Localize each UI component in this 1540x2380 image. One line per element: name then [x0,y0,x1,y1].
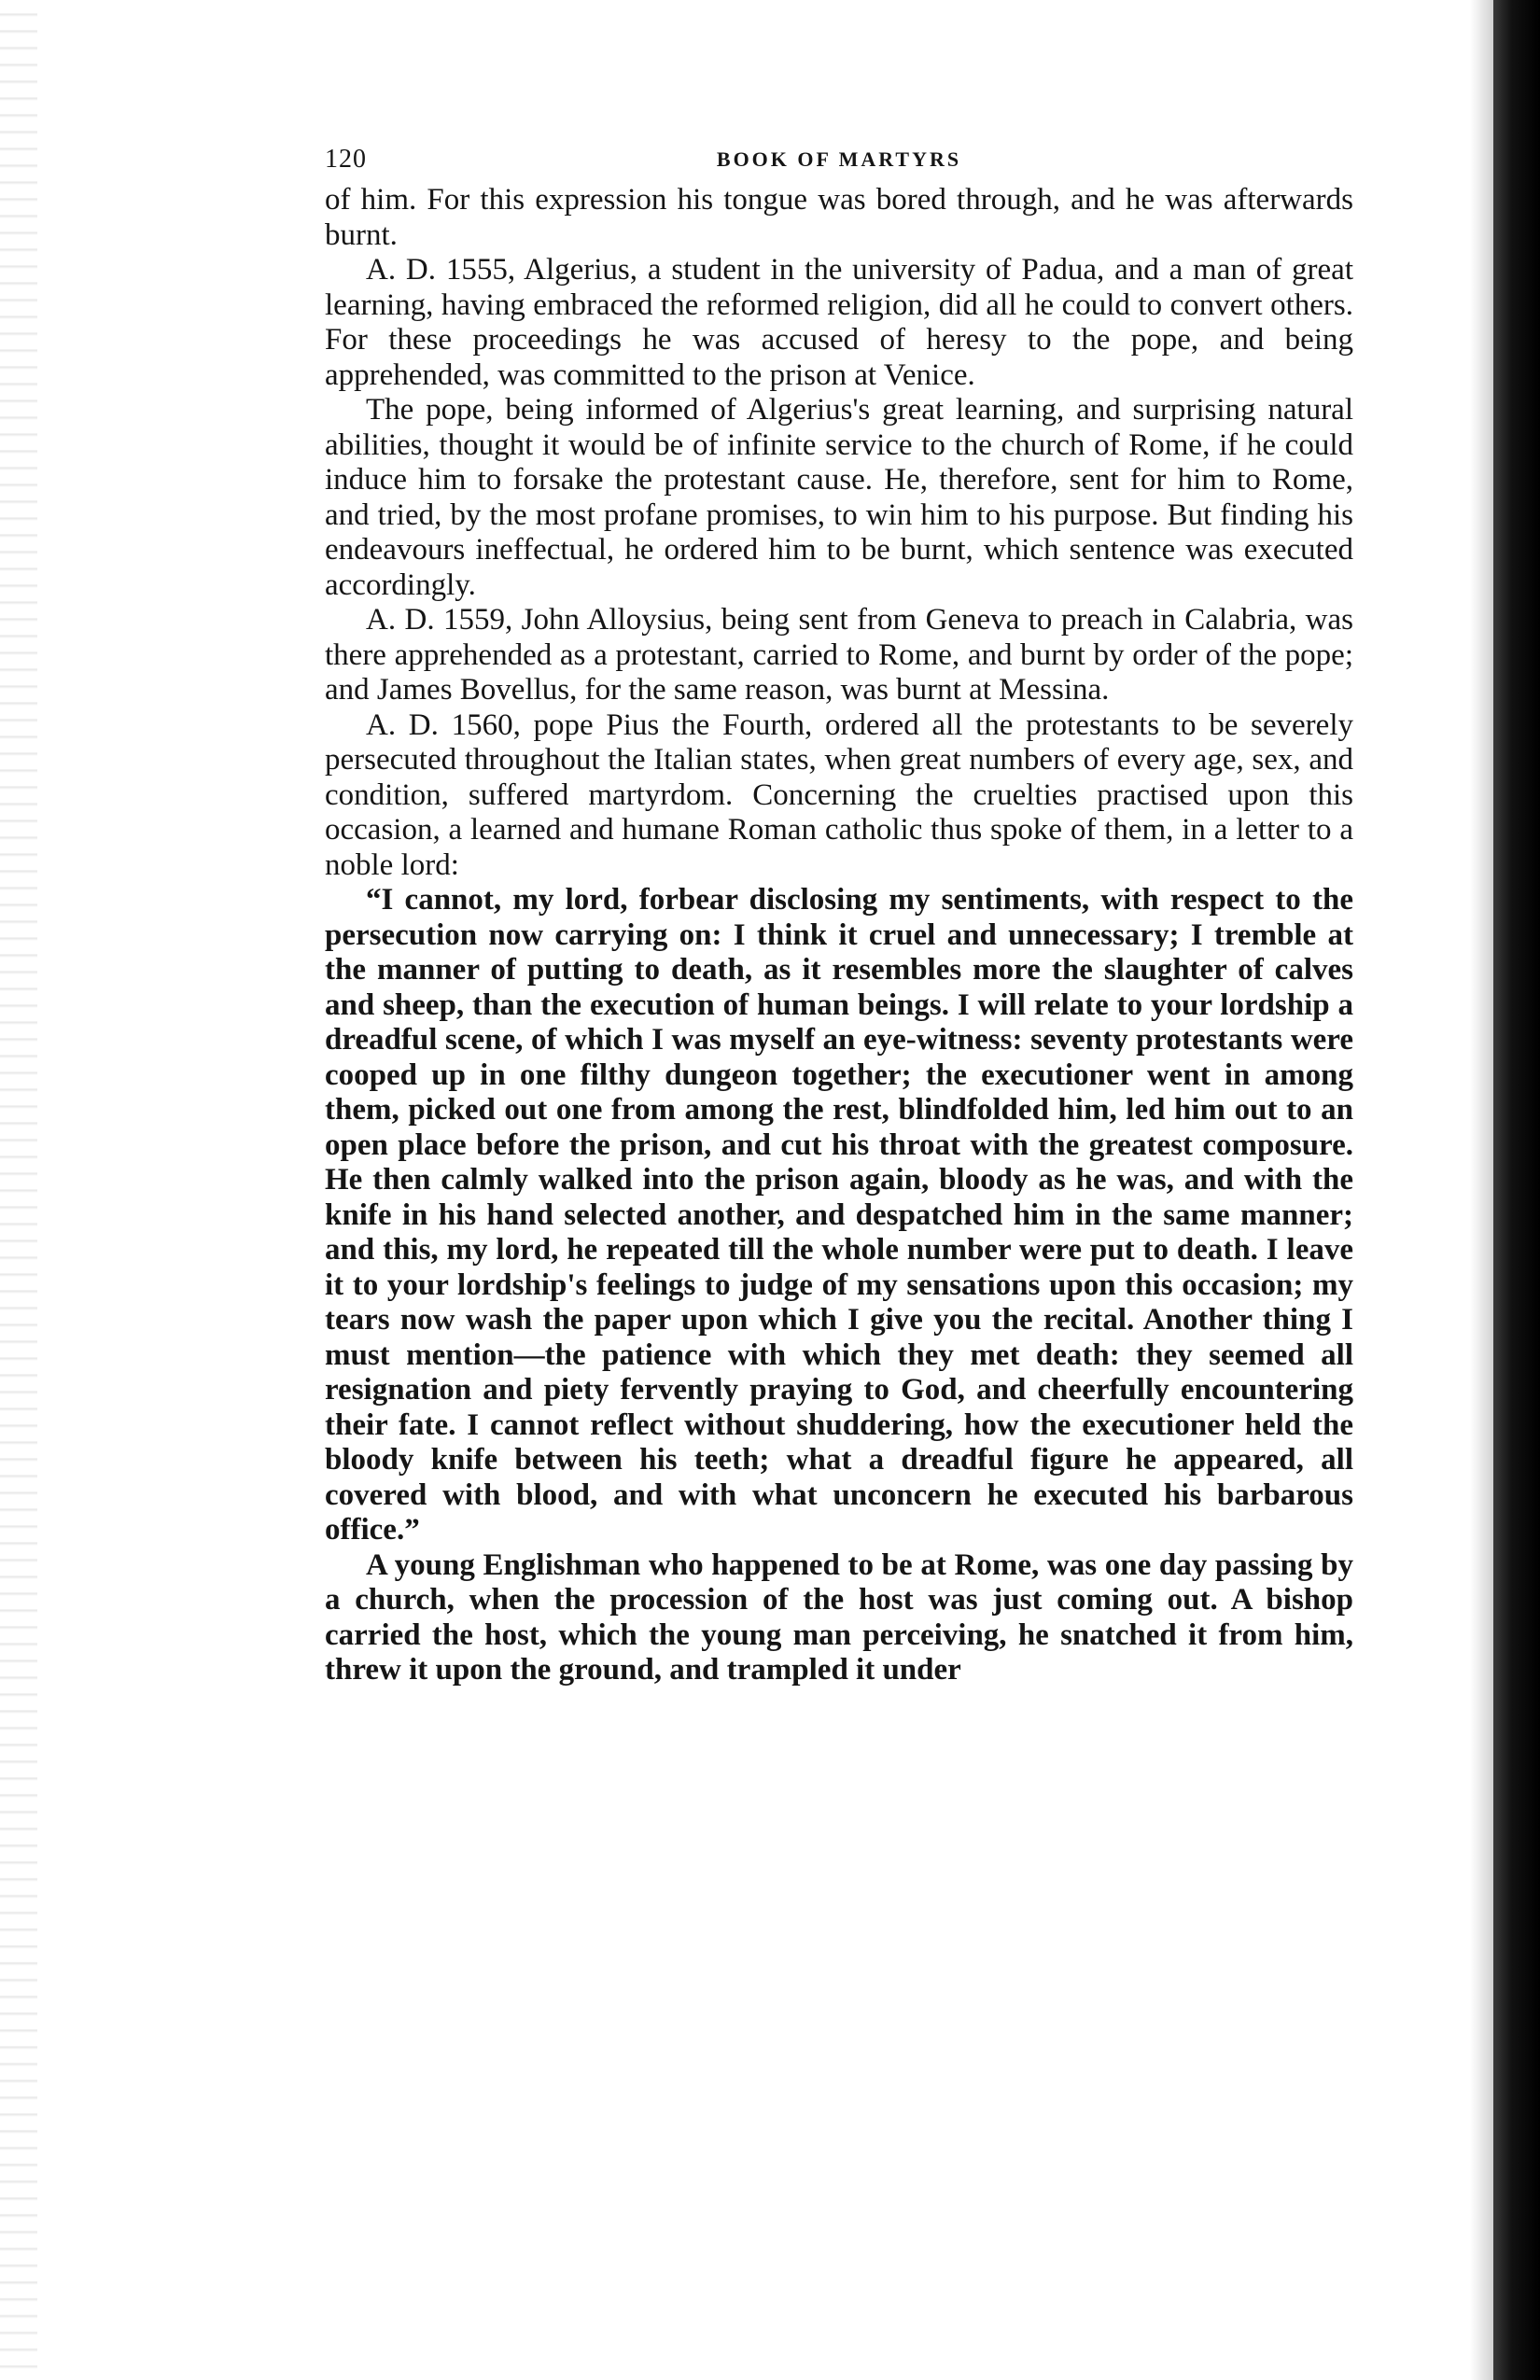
page-number: 120 [325,145,367,174]
paragraph-pius-fourth: A. D. 1560, pope Pius the Fourth, ordered all the protestants to be severely persecuted throughout the Italian states, when great numbers of every age, sex, and condition, suffered martyrdom. Concerning the cruelties practised upon this occasion, a learned and humane Roman catholic thus spoke of them, in a letter to a noble lord: [325,707,1353,882]
paragraph-algerius: A. D. 1555, Algerius, a student in the university of Padua, and a man of great learning, having embraced the reformed religion, did all he could to convert others. For these proceedings he was accused of heresy to the pope, and being apprehended, was committed to the prison at Venice. [325,253,1353,392]
running-title: BOOK OF MARTYRS [716,147,962,171]
paragraph-letter-quote: “I cannot, my lord, forbear disclosing my sentiments, with respect to the persecution now carrying on: I think it cruel and unnecessary; I tremble at the manner of putting to death, as it resembles more the slaughter of calves and sheep, than the execution of human beings. I will relate to your lordship a dreadful scene, of which I was myself an eye-witness: seventy protestants were cooped up in one filthy dungeon together; the executioner went in among them, picked out one from among the rest, blindfolded him, led him out to an open place before the prison, and cut his throat with the greatest composure. He then calmly walked into the prison again, bloody as he was, and with the knife in his hand selected another, and despatched him in the same manner; and this, my lord, he repeated till the whole number were put to death. I leave it to your lordship's feelings to judge of my sensations upon this occasion; my tears now wash the paper upon which I give you the recital. Another thing I must mention—the patience with which they met death: they seemed all resignation and piety fervently praying to God, and cheerfully encountering their fate. I cannot reflect without shuddering, how the executioner held the bloody knife between his teeth; what a dreadful figure he appeared, all covered with blood, and with what unconcern he executed his barbarous office.” [325,883,1353,1547]
running-head [325,140,1353,179]
paragraph-continuation: of him. For this expression his tongue was bored through, and he was afterwards burnt. [325,183,1353,252]
binding-shadow [1470,0,1493,2380]
text-block [325,140,1353,1688]
paragraph-alloysius: A. D. 1559, John Alloysius, being sent from Geneva to preach in Calabria, was there apprehended as a protestant, carried to Rome, and burnt by order of the pope; and James Bovellus, for the same reason, was burnt at Messina. [325,603,1353,707]
scan-left-margin [0,0,37,2380]
paragraph-pope-algerius: The pope, being informed of Algerius's great learning, and surprising natural abilities, thought it would be of infinite service to the church of Rome, if he could induce him to forsake the protestant cause. He, therefore, sent for him to Rome, and tried, by the most profane promises, to win him to his purpose. But finding his endeavours ineffectual, he ordered him to be burnt, which sentence was executed accordingly. [325,393,1353,602]
paragraph-englishman: A young Englishman who happened to be at Rome, was one day passing by a church, when the procession of the host was just coming out. A bishop carried the host, which the young man perceiving, he snatched it from him, threw it upon the ground, and trampled it under [325,1547,1353,1687]
book-binding-edge [1493,0,1540,2380]
